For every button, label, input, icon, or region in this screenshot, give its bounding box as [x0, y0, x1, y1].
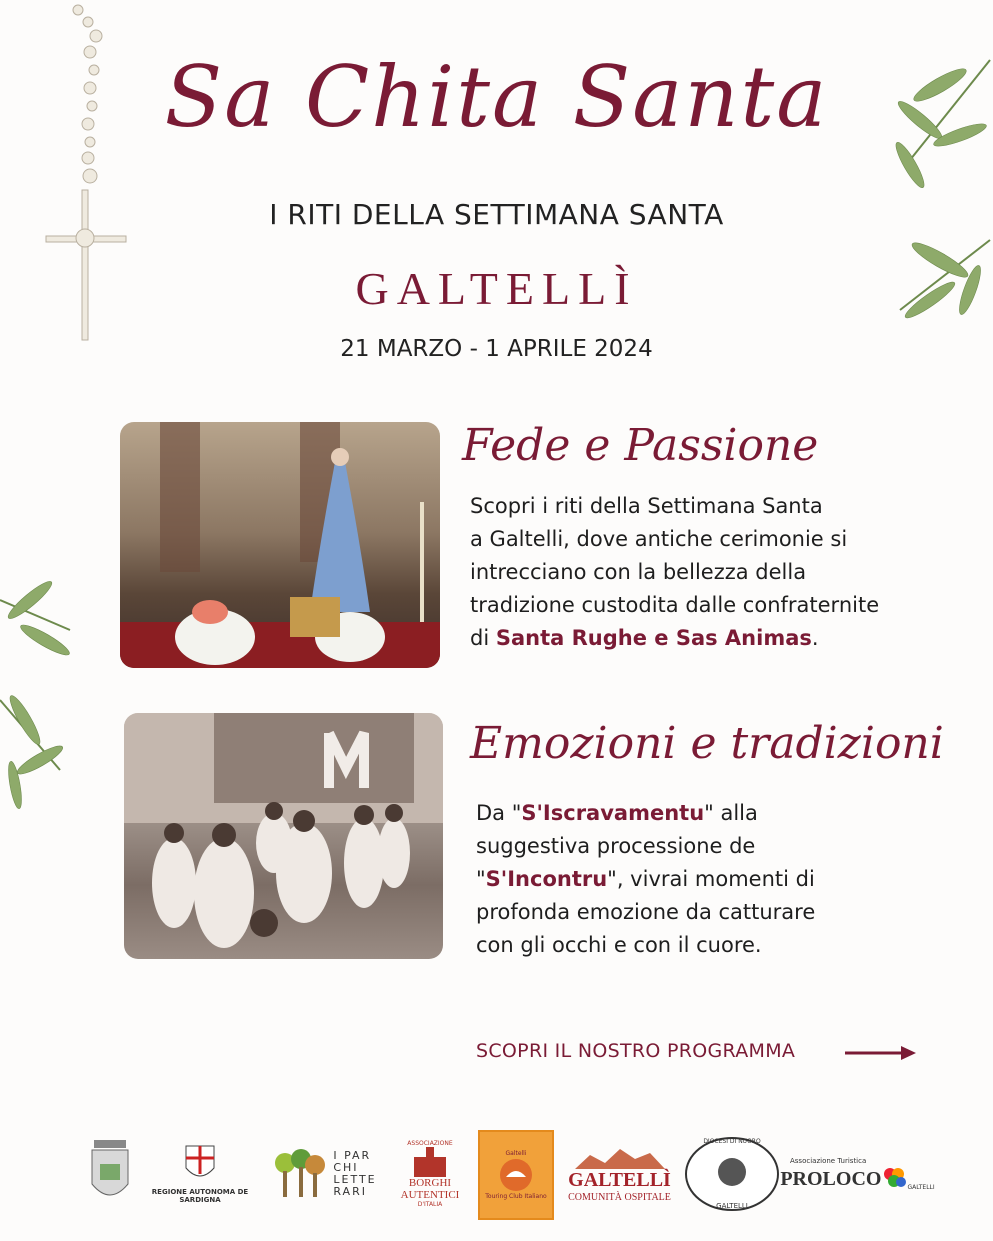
highlight-iscravamentu: S'Iscravamentu — [521, 801, 705, 825]
proloco-label-1: Associazione Turistica — [790, 1157, 867, 1165]
parchi-label-4: RARI — [333, 1185, 367, 1198]
arrow-right-icon[interactable] — [845, 1044, 917, 1062]
touring-label-1: Galtelli — [505, 1150, 527, 1157]
parchi-label-3: LETTE — [333, 1173, 377, 1186]
altar-photo — [120, 422, 440, 668]
regione-label: REGIONE AUTONOMA DE SARDIGNA — [151, 1188, 249, 1204]
touring-label-2: Touring Club Italiano — [485, 1193, 547, 1200]
comune-crest-logo — [80, 1128, 140, 1220]
town-name: GALTELLÌ — [355, 263, 638, 314]
proloco-label-2: PROLOCO — [780, 1168, 882, 1190]
leaf-branch-left — [0, 570, 80, 820]
regione-sardegna-logo — [140, 1128, 260, 1220]
section-body-fede: Scopri i riti della Settimana Santa a Galtelli, dove antiche cerimonie si intrecciano con la bellezza della tradizione custodita dalle confraternite di Santa Rughe e Sas Animas. — [470, 494, 880, 650]
comunita-label-1: GALTELLÌ — [568, 1169, 671, 1191]
parchi-letterari-logo — [265, 1128, 385, 1220]
borghi-label-4: D'ITALIA — [417, 1201, 443, 1208]
borghi-label-1: ASSOCIAZIONE — [407, 1140, 453, 1147]
section-body-emozioni: Da "S'Iscravamentu" alla suggestiva processione de "S'Incontru", vivrai momenti di profonda emozione da catturare con gli occhi e con il cuore. — [476, 801, 816, 957]
borghi-label-3: AUTENTICI — [400, 1189, 460, 1201]
procession-photo — [124, 713, 443, 959]
subtitle: I RITI DELLA SETTIMANA SANTA — [269, 198, 724, 231]
highlight-incontru: S'Incontru — [485, 867, 608, 891]
event-dates: 21 MARZO - 1 APRILE 2024 — [340, 336, 653, 362]
section-title-fede: Fede e Passione — [462, 420, 819, 471]
main-title: Sa Chita Santa — [164, 48, 829, 146]
borghi-autentici-logo — [395, 1128, 465, 1220]
diocesi-label-1: DIOCESI DI NUORO — [703, 1138, 761, 1145]
diocesi-label-2: GALTELLI — [716, 1202, 748, 1210]
highlight-confraternite: Santa Rughe e Sas Animas — [495, 626, 812, 650]
proloco-label-3: GALTELLI — [907, 1184, 935, 1191]
diocesi-nuoro-logo — [682, 1128, 782, 1220]
comunita-label-2: COMUNITÀ OSPITALE — [568, 1192, 671, 1203]
parchi-label-1: I PAR — [333, 1149, 372, 1162]
comunita-ospitale-logo — [562, 1128, 677, 1220]
parchi-label-2: CHI — [333, 1161, 359, 1174]
sponsor-logos — [80, 1128, 935, 1220]
touring-club-logo — [478, 1130, 554, 1220]
borghi-label-2: BORGHI — [408, 1177, 452, 1189]
proloco-logo — [780, 1128, 935, 1220]
program-link[interactable]: SCOPRI IL NOSTRO PROGRAMMA — [476, 1040, 796, 1062]
section-title-emozioni: Emozioni e tradizioni — [470, 718, 944, 769]
